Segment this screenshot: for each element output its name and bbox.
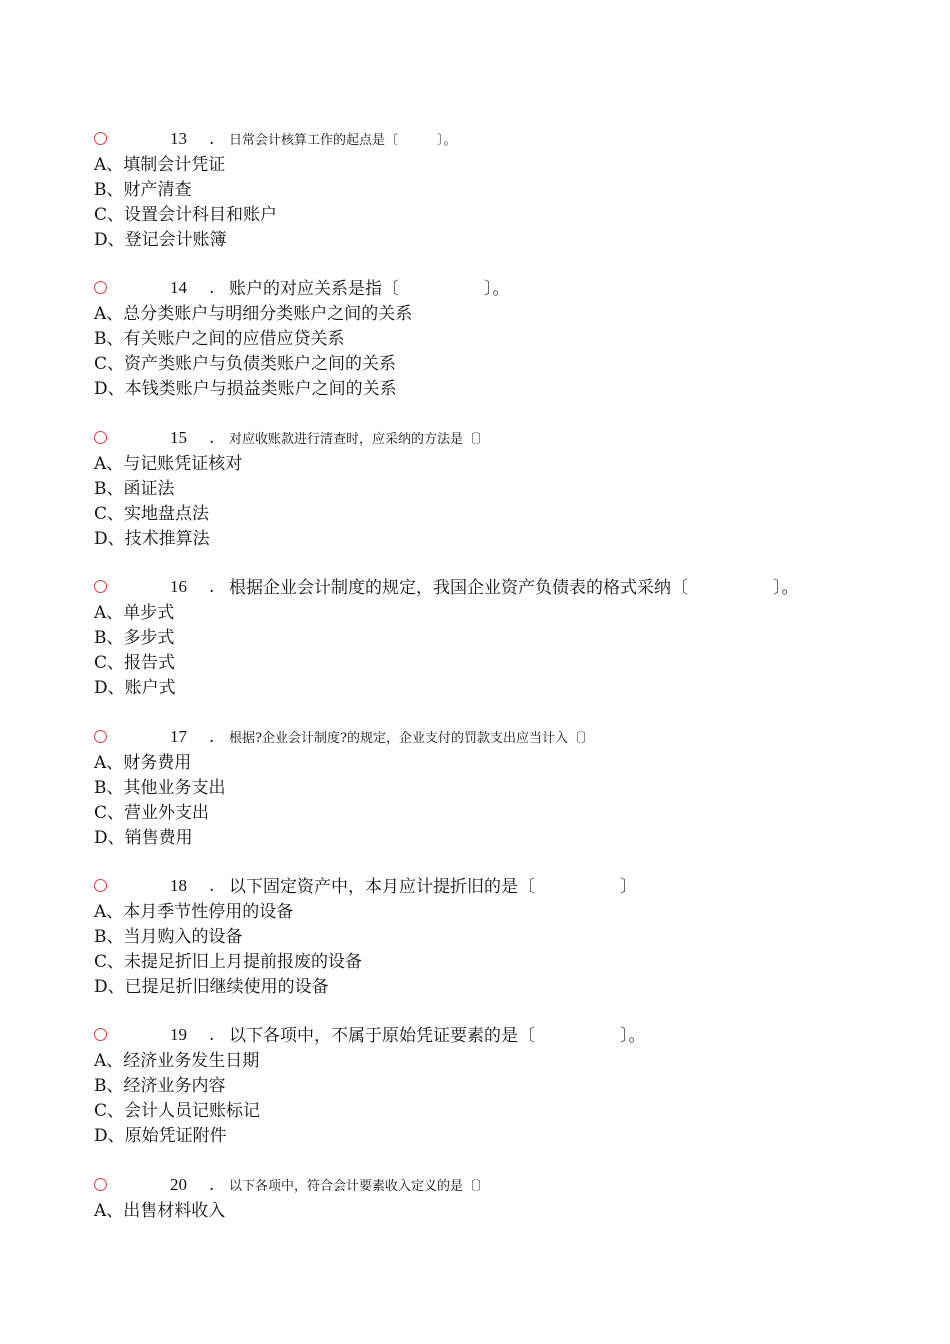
answer-option: B、有关账户之间的应借应贷关系 (94, 329, 345, 349)
question-text: 对应收账款进行清查时，应采纳的方法是〔〕 (229, 432, 490, 447)
circle-marker-icon (94, 580, 107, 593)
option-list (94, 302, 914, 402)
question-number: 17 (170, 727, 187, 746)
question-dot: . (209, 278, 215, 298)
option-list (94, 601, 914, 701)
question-number: 13 (170, 129, 187, 148)
question-block (94, 875, 914, 1000)
answer-option: A、出售材料收入 (94, 1201, 226, 1221)
answer-option: A、本月季节性停用的设备 (94, 902, 294, 922)
question-text: 以下各项中，不属于原始凭证要素的是〔 〕。 (229, 1026, 646, 1046)
question-dot: . (209, 876, 215, 896)
question-block (94, 1174, 914, 1224)
circle-marker-icon (94, 1028, 107, 1041)
answer-option: B、当月购入的设备 (94, 927, 243, 947)
question-block (94, 726, 914, 851)
question-text: 日常会计核算工作的起点是〔 〕。 (229, 133, 457, 148)
circle-marker-icon (94, 132, 107, 145)
question-line (94, 128, 914, 152)
question-dot: . (209, 577, 215, 597)
circle-marker-icon (94, 730, 107, 743)
question-line (94, 277, 914, 301)
answer-option: B、经济业务内容 (94, 1076, 226, 1096)
question-dot: . (209, 428, 215, 448)
question-dot: . (209, 129, 215, 149)
question-text: 账户的对应关系是指〔 〕。 (229, 279, 510, 299)
question-dot: . (209, 1025, 215, 1045)
answer-option: D、原始凭证附件 (94, 1126, 227, 1146)
option-list (94, 751, 914, 851)
option-list (94, 1199, 914, 1224)
question-text: 以下固定资产中，本月应计提折旧的是〔 〕 (229, 877, 637, 897)
answer-option: B、函证法 (94, 479, 175, 499)
circle-marker-icon (94, 431, 107, 444)
answer-option: C、营业外支出 (94, 803, 210, 823)
answer-option: A、单步式 (94, 603, 175, 623)
answer-option: A、经济业务发生日期 (94, 1051, 260, 1071)
question-line (94, 1174, 914, 1198)
question-line (94, 427, 914, 451)
answer-option: C、实地盘点法 (94, 504, 210, 524)
question-block (94, 427, 914, 552)
question-block (94, 277, 914, 402)
question-text: 根据?企业会计制度?的规定，企业支付的罚款支出应当计入〔〕 (229, 731, 594, 746)
answer-option: C、资产类账户与负债类账户之间的关系 (94, 354, 397, 374)
question-line (94, 726, 914, 750)
answer-option: B、多步式 (94, 628, 175, 648)
answer-option: D、销售费用 (94, 828, 193, 848)
answer-option: C、未提足折旧上月提前报废的设备 (94, 952, 363, 972)
answer-option: B、财产清查 (94, 180, 192, 200)
answer-option: A、填制会计凭证 (94, 155, 226, 175)
question-block (94, 1024, 914, 1149)
question-number: 19 (170, 1025, 187, 1044)
option-list (94, 153, 914, 253)
option-list (94, 1049, 914, 1149)
answer-option: A、总分类账户与明细分类账户之间的关系 (94, 304, 413, 324)
question-number: 18 (170, 876, 187, 895)
answer-option: D、本钱类账户与损益类账户之间的关系 (94, 379, 397, 399)
question-number: 15 (170, 428, 187, 447)
question-number: 14 (170, 278, 187, 297)
answer-option: A、财务费用 (94, 753, 192, 773)
question-block (94, 576, 914, 701)
question-number: 20 (170, 1175, 187, 1194)
question-dot: . (209, 1175, 215, 1195)
answer-option: D、登记会计账簿 (94, 230, 227, 250)
question-number: 16 (170, 577, 187, 596)
question-line (94, 1024, 914, 1048)
answer-option: C、设置会计科目和账户 (94, 205, 278, 225)
question-text: 根据企业会计制度的规定，我国企业资产负债表的格式采纳〔 〕。 (229, 578, 799, 598)
circle-marker-icon (94, 281, 107, 294)
answer-option: C、会计人员记账标记 (94, 1101, 261, 1121)
circle-marker-icon (94, 1178, 107, 1191)
answer-option: A、与记账凭证核对 (94, 454, 243, 474)
question-line (94, 576, 914, 600)
question-block (94, 128, 914, 253)
option-list (94, 452, 914, 552)
answer-option: B、其他业务支出 (94, 778, 226, 798)
question-text: 以下各项中，符合会计要素收入定义的是〔〕 (229, 1179, 490, 1194)
answer-option: D、账户式 (94, 678, 176, 698)
question-dot: . (209, 727, 215, 747)
circle-marker-icon (94, 879, 107, 892)
answer-option: D、技术推算法 (94, 529, 210, 549)
option-list (94, 900, 914, 1000)
question-line (94, 875, 914, 899)
answer-option: C、报告式 (94, 653, 176, 673)
answer-option: D、已提足折旧继续使用的设备 (94, 977, 329, 997)
